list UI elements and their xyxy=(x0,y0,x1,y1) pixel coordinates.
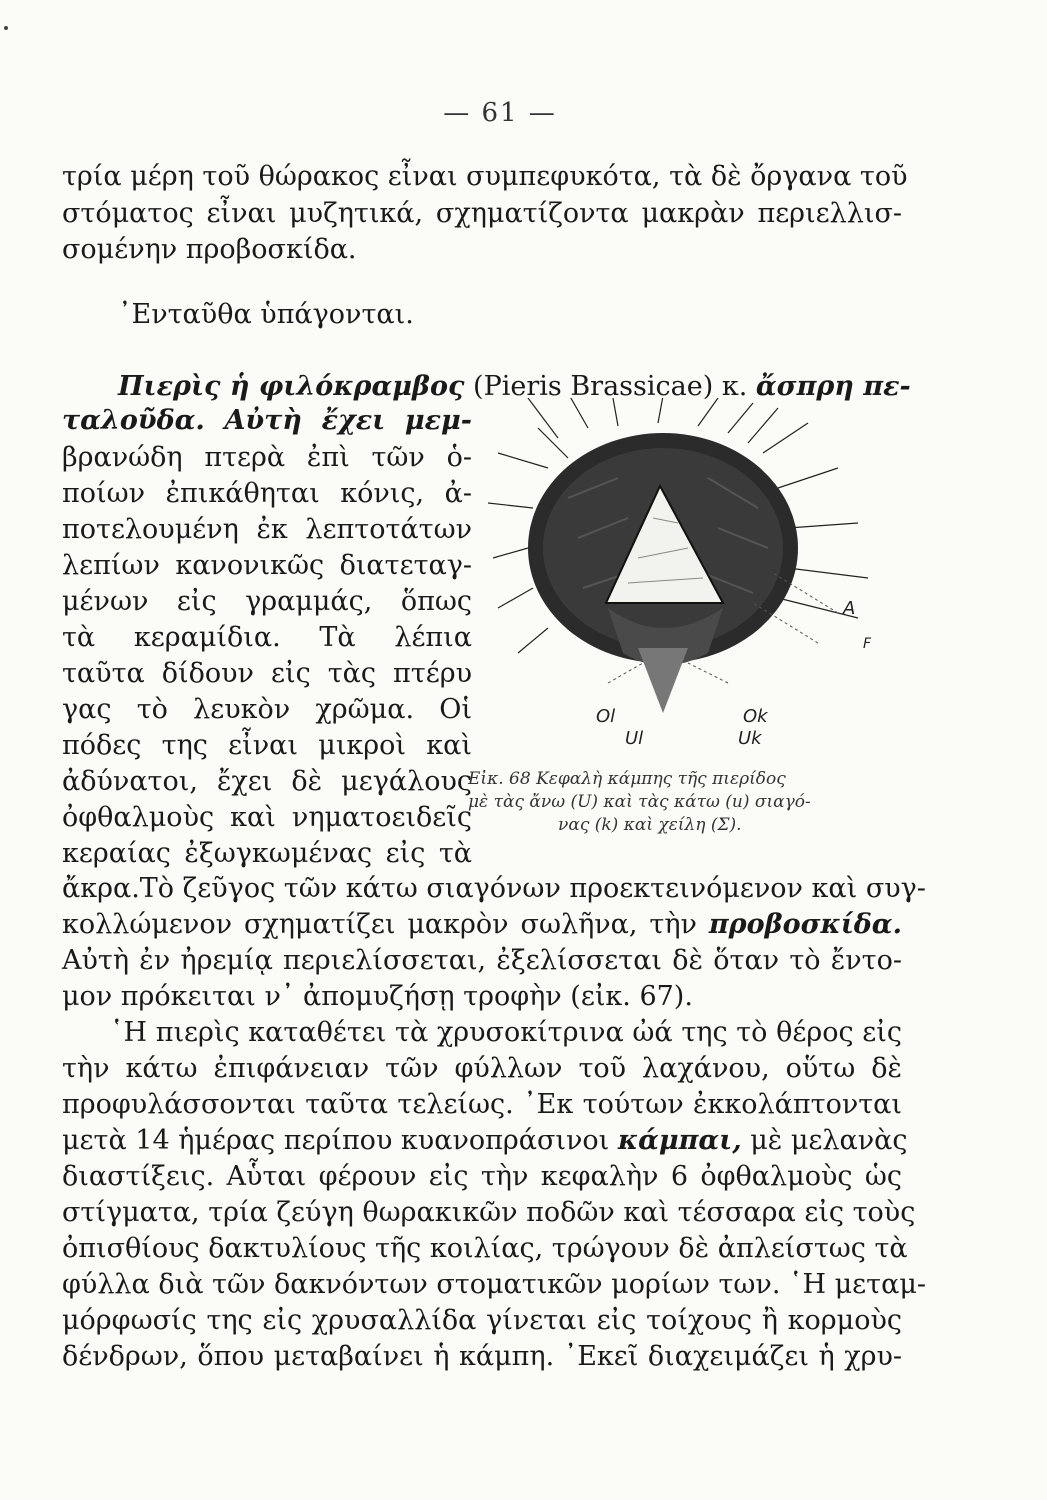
species-name: Πιερὶς ἡ φιλόκραμβος xyxy=(118,371,465,402)
caterpillar-head-illustration xyxy=(488,398,890,758)
text-line: πόδες της εἶναι μικροὶ καὶ xyxy=(62,730,472,761)
text-line: μόρφωσίς της εἰς χρυσαλλίδα γίνεται εἰς τοίχους ἢ κορμοὺς xyxy=(62,1305,902,1336)
margin-mark xyxy=(4,26,8,30)
page-number: — 61 — xyxy=(443,98,557,128)
text-line: ἀδύνατοι, ἔχει δὲ μεγάλους xyxy=(62,766,472,797)
figure-label-ul: Ul xyxy=(625,728,644,749)
emphasis-caterpillars: κάμπαι, xyxy=(617,1125,742,1156)
text-line: ὀπισθίους δακτυλίους τῆς κοιλίας, τρώγουν δὲ ἀπλείστως τὰ xyxy=(62,1233,908,1264)
text-line: τὴν κάτω ἐπιφάνειαν τῶν φύλλων τοῦ λαχάνου, οὕτω δὲ xyxy=(62,1053,902,1084)
text-line: κολλώμενον σχηματίζει μακρὸν σωλῆνα, τὴν προβοσκίδα. xyxy=(62,909,902,940)
text-line: βρανώδη πτερὰ ἐπὶ τῶν ὁ- xyxy=(62,442,472,473)
text-line: ῾Η πιερὶς καταθέτει τὰ χρυσοκίτρινα ὠά της τὸ θέρος εἰς xyxy=(110,1017,902,1048)
figure-caterpillar-head xyxy=(488,398,890,758)
text-line: τρία μέρη τοῦ θώρακος εἶναι συμπεφυκότα, τὰ δὲ ὄργανα τοῦ xyxy=(62,161,908,192)
caption-line: Εἰκ. 68 Κεφαλὴ κάμπης τῆς πιερίδος xyxy=(468,769,786,789)
text-line: μένων εἰς γραμμάς, ὅπως xyxy=(62,586,472,617)
text-line: στόματος εἶναι μυζητικά, σχηματίζοντα μακρὰν περιελλισ- xyxy=(62,198,902,229)
text-line: ποτελουμένη ἐκ λεπτοτάτων xyxy=(62,514,472,545)
figure-label-f: F xyxy=(863,636,872,652)
text-line: ποίων ἐπικάθηται κόνις, ἀ- xyxy=(62,478,472,509)
species-latin: (Pieris Brassicae) κ. xyxy=(473,371,748,402)
text-line: ἄκρα.Τὸ ζεῦγος τῶν κάτω σιαγόνων προεκτεινόμενον καὶ συγ- xyxy=(62,873,926,904)
text-line: δένδρων, ὅπου μεταβαίνει ἡ κάμπη. ᾽Εκεῖ διαχειμάζει ἡ χρυ- xyxy=(62,1341,902,1372)
text-line: ᾽Ενταῦθα ὑπάγονται. xyxy=(118,299,414,330)
text-line: ταλοῦδα. Αὐτὴ ἔχει μεμ- xyxy=(62,405,472,436)
text-line: στίγματα, τρία ζεύγη θωρακικῶν ποδῶν καὶ τέσσαρα εἰς τοὺς xyxy=(62,1197,916,1228)
caption-line: νας (k) καὶ χείλη (Σ). xyxy=(558,815,742,835)
caption-line: μὲ τὰς ἄνω (U) καὶ τὰς κάτω (u) σιαγό- xyxy=(468,792,811,812)
text-line: διαστίξεις. Αὗται φέρουν εἰς τὴν κεφαλὴν 6 ὀφθαλμοὺς ὡς xyxy=(62,1161,902,1192)
text-line: σομένην προβοσκίδα. xyxy=(62,234,357,265)
text-line: ὀφθαλμοὺς καὶ νηματοειδεῖς xyxy=(62,802,472,833)
text-line: τὰ κεραμίδια. Τὰ λέπια xyxy=(62,622,472,653)
text-line: μετὰ 14 ἡμέρας περίπου κυανοπράσινοι κάμπαι, μὲ μελανὰς xyxy=(62,1125,908,1156)
emphasis-proboscis: προβοσκίδα. xyxy=(708,909,902,940)
figure-caption xyxy=(468,768,893,837)
figure-label-a: A xyxy=(843,598,856,619)
text-line: ταῦτα δίδουν εἰς τὰς πτέρυ xyxy=(62,658,472,689)
text-line: μον πρόκειται ν᾽ ἀπομυζήσῃ τροφὴν (εἰκ. 67). xyxy=(62,981,693,1012)
figure-label-ok: Ok xyxy=(743,706,768,727)
figure-label-uk: Uk xyxy=(738,728,762,749)
text-line: προφυλάσσονται ταῦτα τελείως. ᾽Εκ τούτων ἐκκολάπτονται xyxy=(62,1089,902,1120)
text-line: Αὐτὴ ἐν ἠρεμίᾳ περιελίσσεται, ἐξελίσσεται δὲ ὅταν τὸ ἔντο- xyxy=(62,945,902,976)
text-line: λεπίων κανονικῶς διατεταγ- xyxy=(62,550,472,581)
species-common-name: ἄσπρη πε- xyxy=(755,371,911,402)
text-line: φύλλα διὰ τῶν δακνόντων στοματικῶν μορίων των. ῾Η μεταμ- xyxy=(62,1269,926,1300)
text-line: γας τὸ λευκὸν χρῶμα. Οἱ xyxy=(62,694,472,725)
text-line: κεραίας ἐξωγκωμένας εἰς τὰ xyxy=(62,838,472,869)
figure-label-ol: Ol xyxy=(596,706,616,727)
